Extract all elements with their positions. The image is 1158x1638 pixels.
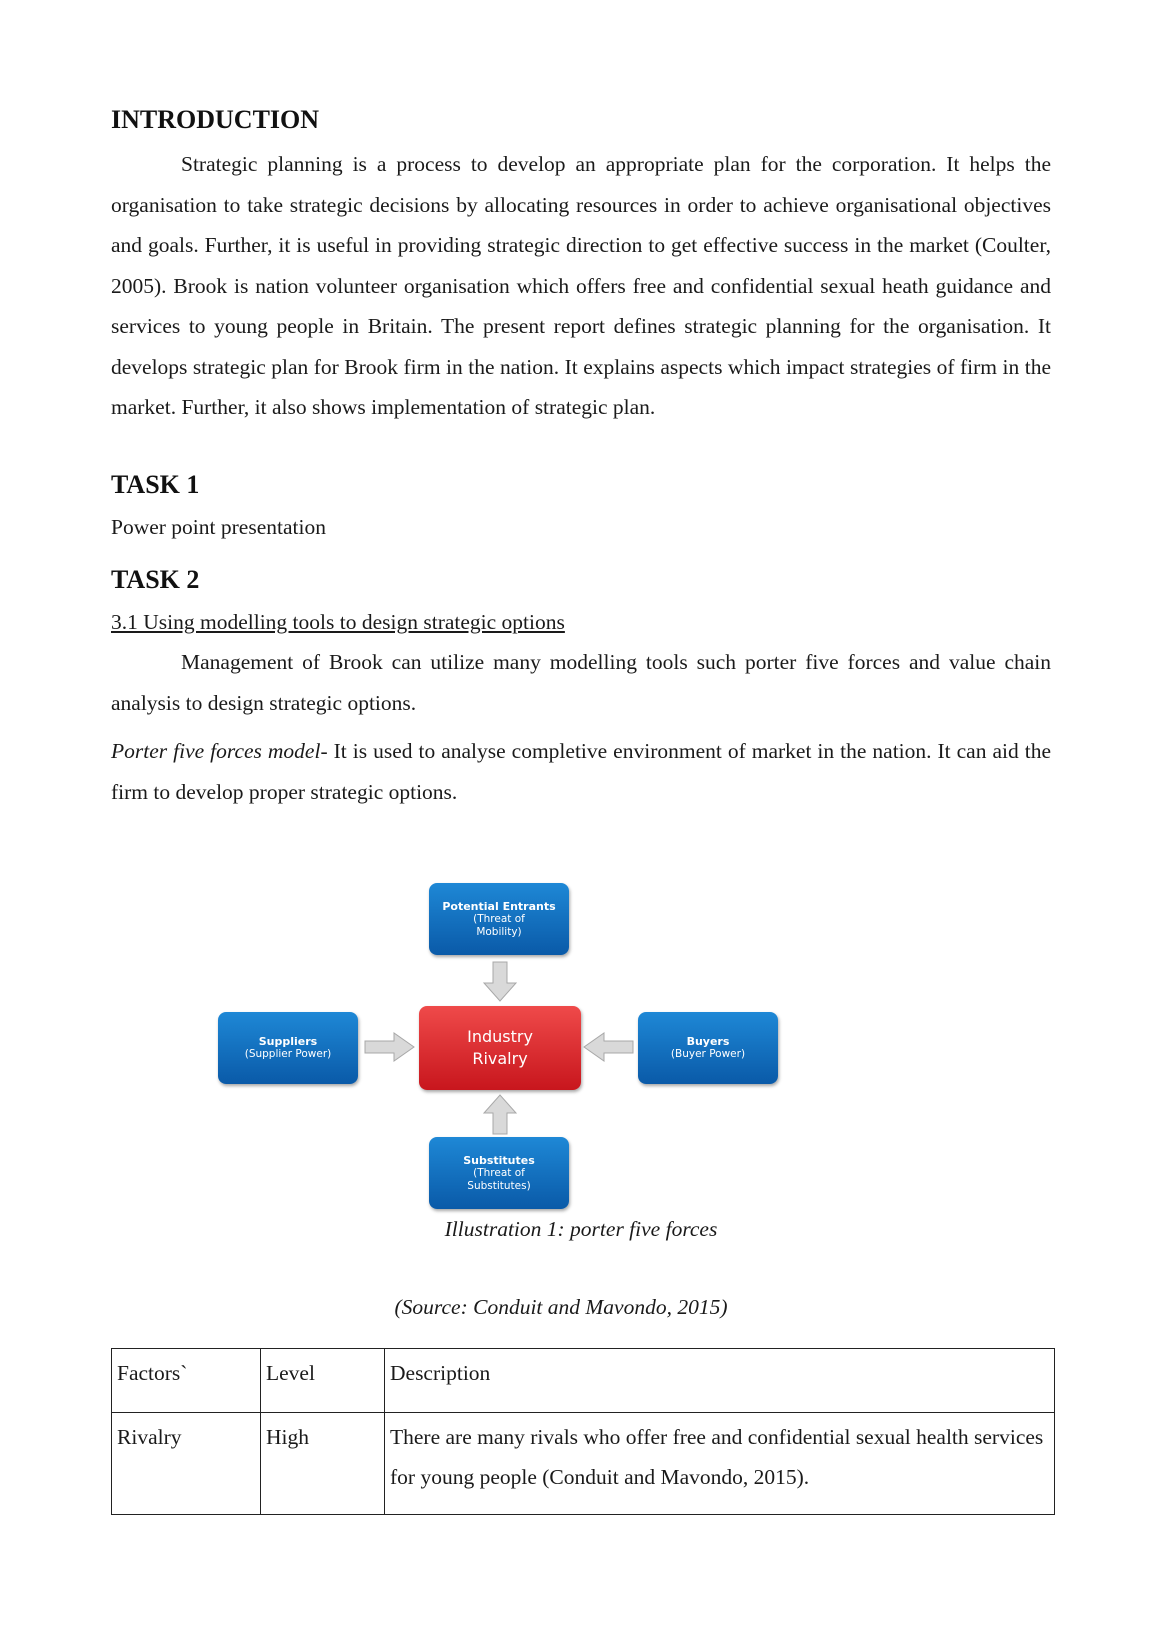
buyers-box [638,1012,778,1084]
cell-factor: Rivalry [112,1413,261,1515]
industry-rivalry-line2: Rivalry [472,1049,528,1068]
porter-text: - It is used to analyse completive environment of market in the nation. It can aid the firm to develop proper strategic options. [111,739,1052,804]
task2-heading: TASK 2 [111,565,200,594]
buyers-title: Buyers [686,1035,730,1048]
industry-rivalry-line1: Industry [467,1027,533,1046]
cell-level: High [261,1413,385,1515]
potential-entrants-box [429,883,569,955]
industry-rivalry-box [419,1006,581,1090]
substitutes-sub1: (Threat of [473,1166,525,1179]
substitutes-box [429,1137,569,1209]
task2-paragraph: Management of Brook can utilize many modelling tools such porter five forces and value chain analysis to design strategic options. [111,650,1051,715]
suppliers-title: Suppliers [258,1035,318,1048]
task1-text: Power point presentation [111,515,326,539]
potential-entrants-title: Potential Entrants [442,899,556,913]
arrow-up-icon [482,1093,518,1135]
porter-paragraph [111,731,1051,812]
table-header-row [112,1349,1055,1413]
potential-entrants-sub2: Mobility) [476,925,522,938]
arrow-right-icon [364,1031,416,1063]
potential-entrants-sub1: (Threat of [473,912,525,925]
header-description: Description [385,1349,1055,1413]
suppliers-sub: (Supplier Power) [244,1048,332,1060]
substitutes-title: Substitutes [463,1153,535,1167]
table-row [112,1413,1055,1515]
cell-description: There are many rivals who offer free and confidential sexual health services for young people (Conduit and Mavondo, 2015). [385,1413,1055,1515]
figure-source: (Source: Conduit and Mavondo, 2015) [394,1295,728,1319]
figure-caption: Illustration 1: porter five forces [444,1217,718,1241]
intro-paragraph: Strategic planning is a process to develop an appropriate plan for the corporation. It helps the organisation to take strategic decisions by allocating resources in order to achieve organisational objectives and goals. Further, it is useful in providing strategic direction to get effective success in the market (Coulter, 2005). Brook is nation volunteer organisation which offers free and confidential sexual heath guidance and services to young people in Britain. The present report defines strategic planning for the organisation. It develops strategic plan for Brook firm in the nation. It explains aspects which impact strategies of firm in the market. Further, it also shows implementation of strategic plan. [111,152,1051,419]
suppliers-box [218,1012,358,1084]
arrow-down-icon [482,961,518,1003]
factors-table [111,1348,1055,1515]
porter-five-forces-diagram [218,883,778,1213]
header-level: Level [261,1349,385,1413]
task1-heading: TASK 1 [111,470,200,499]
porter-label: Porter five forces model [111,739,321,763]
task2-subheading: 3.1 Using modelling tools to design strategic options [111,610,565,634]
buyers-sub: (Buyer Power) [670,1048,746,1060]
arrow-left-icon [582,1031,634,1063]
header-factors: Factors` [112,1349,261,1413]
substitutes-sub2: Substitutes) [467,1179,531,1192]
intro-heading: INTRODUCTION [111,105,320,134]
